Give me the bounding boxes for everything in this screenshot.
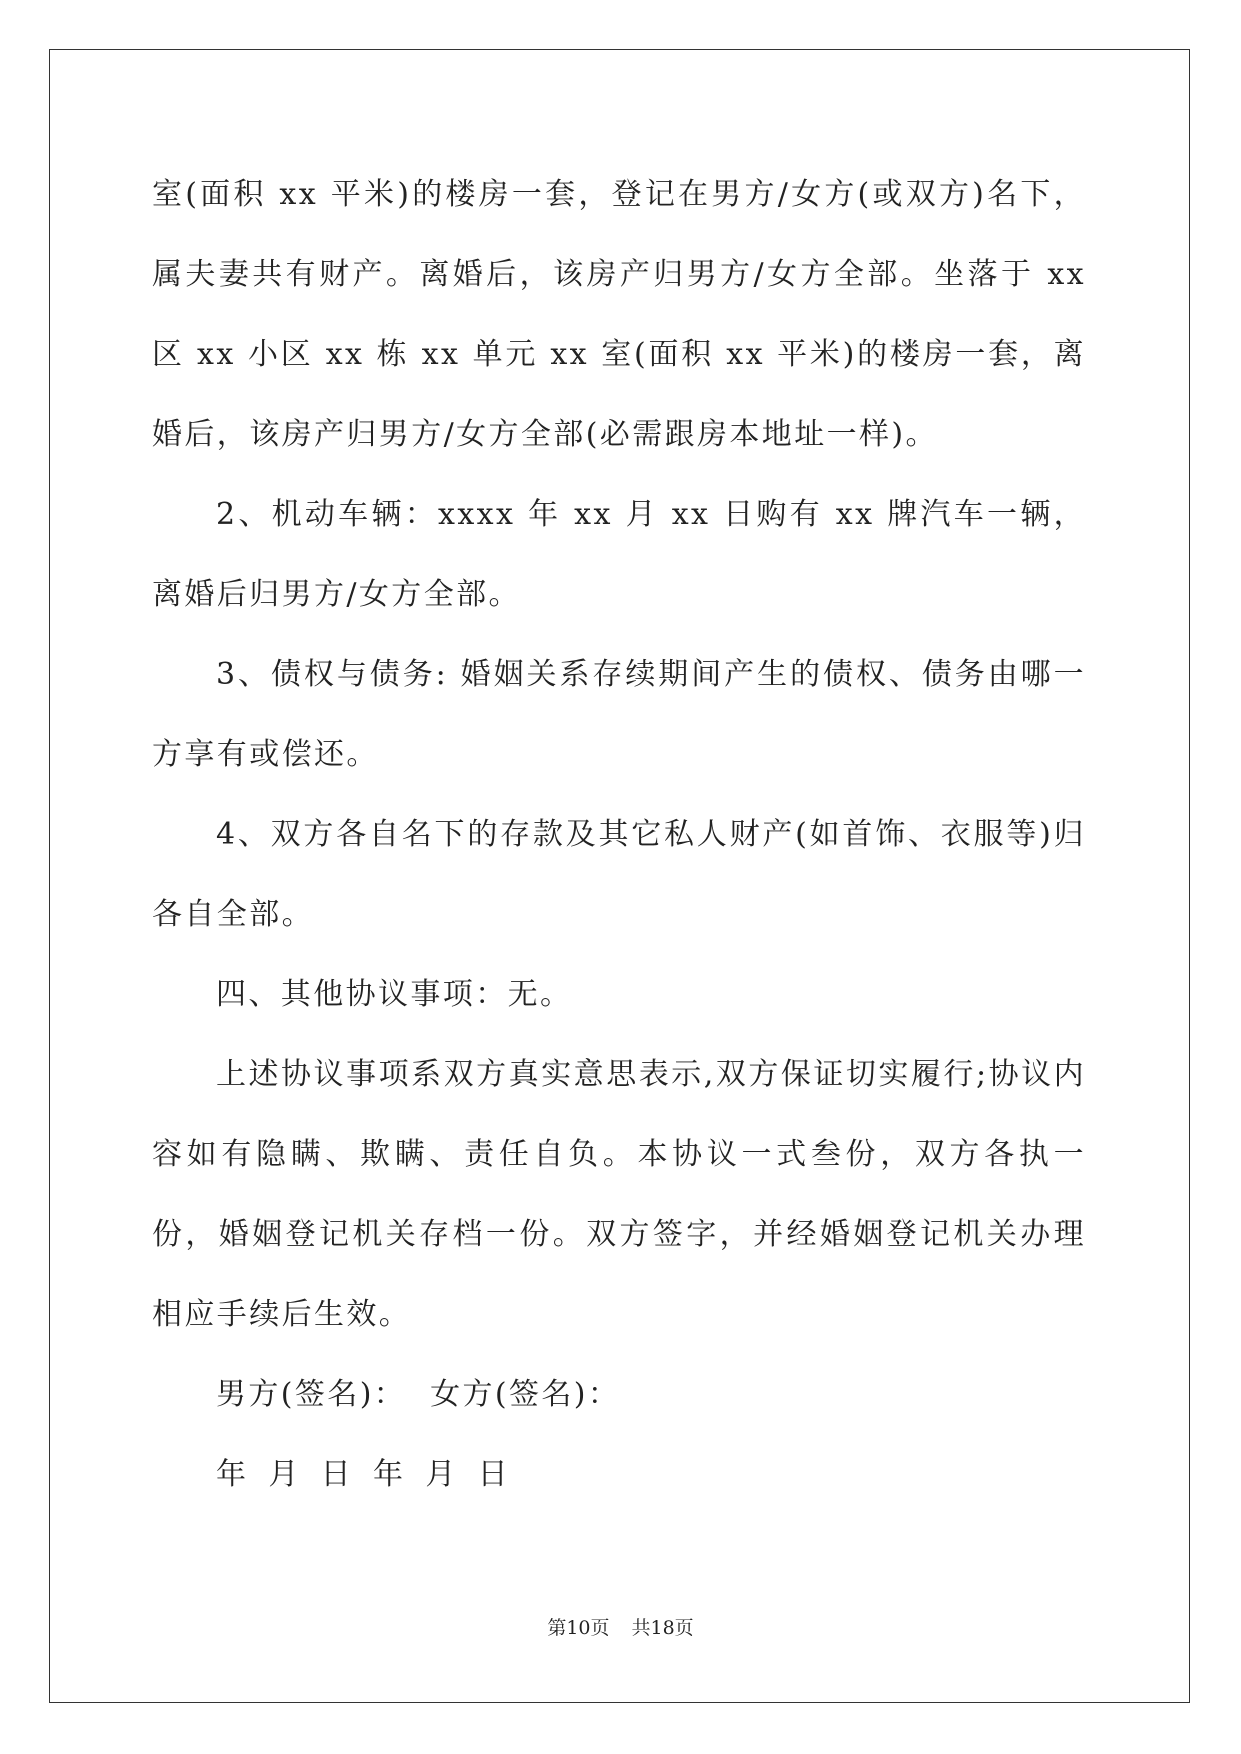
page-total: 共18页 xyxy=(631,1617,694,1639)
paragraph-vehicle: 2、机动车辆：xxxx 年 xx 月 xx 日购有 xx 牌汽车一辆，离婚后归男方/女方全部。 xyxy=(152,497,1086,612)
date-line: 年 月 日 年 月 日 xyxy=(216,1457,511,1492)
paragraph-statement: 上述协议事项系双方真实意思表示,双方保证切实履行;协议内容如有隐瞒、欺瞒、责任自负。本协议一式叁份，双方各执一份，婚姻登记机关存档一份。双方签字，并经婚姻登记机关办理相应手续后生效。 xyxy=(152,1057,1086,1332)
signature-line: 男方(签名)： 女方(签名)： xyxy=(216,1377,621,1412)
page-footer xyxy=(0,1616,1241,1640)
page-number: 第10页 xyxy=(547,1617,610,1639)
document-body xyxy=(152,155,1086,1515)
paragraph-other-matters: 四、其他协议事项：无。 xyxy=(216,977,573,1012)
paragraph-property-house: 室(面积 xx 平米)的楼房一套，登记在男方/女方(或双方)名下，属夫妻共有财产。离婚后，该房产归男方/女方全部。坐落于 xx 区 xx 小区 xx 栋 xx 单元 xx 室(面积 xx 平米)的楼房一套，离婚后，该房产归男方/女方全部(必需跟房本地址一样)。 xyxy=(152,177,1086,452)
paragraph-debts: 3、债权与债务: 婚姻关系存续期间产生的债权、债务由哪一方享有或偿还。 xyxy=(152,657,1086,772)
paragraph-savings: 4、双方各自名下的存款及其它私人财产(如首饰、衣服等)归各自全部。 xyxy=(152,817,1086,932)
